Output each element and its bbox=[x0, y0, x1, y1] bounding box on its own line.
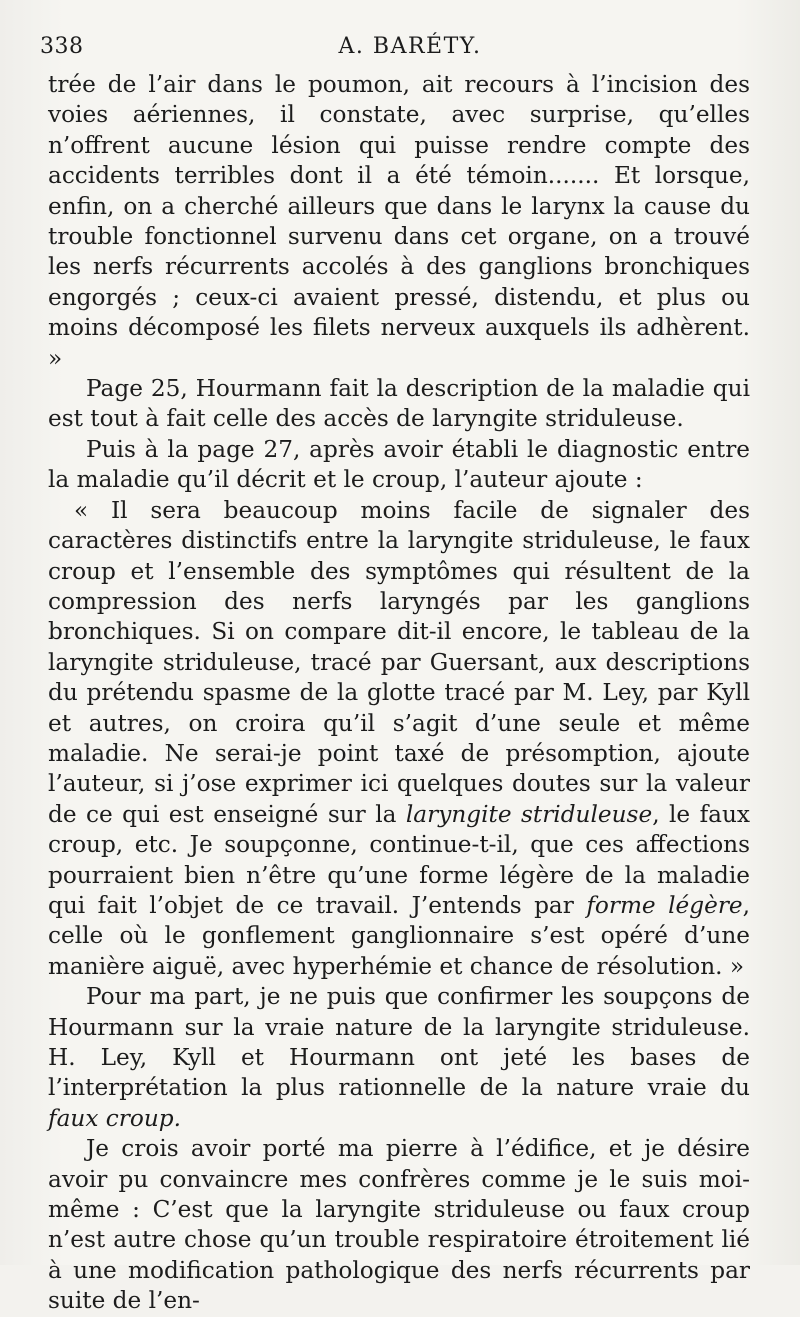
paragraph bbox=[48, 435, 750, 496]
quoted-paragraph bbox=[48, 496, 750, 983]
text-segment: Je crois avoir porté ma pierre à l’édifice, et je désire avoir pu convaincre mes confrères comme je le suis moi-même : C’est que la laryngite striduleuse ou faux croup n’est autre chose qu’un trouble respiratoire étroitement lié à une modification pathologique des nerfs récurrents par suite de l’en- bbox=[48, 1135, 750, 1315]
running-title: A. BARÉTY. bbox=[338, 34, 482, 59]
paragraph bbox=[48, 1134, 750, 1316]
text-segment: , celle où le gonflement ganglionnaire s’est opéré d’une manière aiguë, avec hyperhémie et chance de résolution. » bbox=[48, 891, 750, 980]
italic-term: forme légère bbox=[586, 891, 743, 919]
italic-term: faux croup. bbox=[48, 1104, 181, 1132]
page-number: 338 bbox=[40, 34, 84, 59]
text-segment: Page 25, Hourmann fait la description de la maladie qui est tout à fait celle des accès de laryngite striduleuse. bbox=[48, 375, 750, 433]
text-segment: , le faux croup, etc. Je soupçonne, continue-t-il, que ces affections pourraient bien n’être qu’une forme légère de la maladie qui fait l’objet de ce travail. J’entends par bbox=[48, 800, 751, 919]
paragraph bbox=[48, 374, 750, 435]
text-segment: Pour ma part, je ne puis que confirmer les soupçons de Hourmann sur la vraie nature de la laryngite striduleuse. H. Ley, Kyll et Hourmann ont jeté les bases de l’interprétation la plus rationnelle de la nature vraie du bbox=[48, 983, 750, 1102]
running-header bbox=[40, 30, 780, 60]
body-text bbox=[48, 70, 750, 1317]
paragraph bbox=[48, 70, 750, 374]
paragraph bbox=[48, 982, 750, 1134]
text-segment: « Il sera beaucoup moins facile de signaler des caractères distinctifs entre la laryngite striduleuse, le faux croup et l’ensemble des symptômes qui résultent de la compression des nerfs laryngés par les ganglions bronchiques. Si on compare dit-il encore, le tableau de la laryngite striduleuse, tracé par Guersant, aux descriptions du prétendu spasme de la glotte tracé par M. Ley, par Kyll et autres, on croira qu’il s’agit d’une seule et même maladie. Ne serai-je point taxé de présomption, ajoute l’auteur, si j’ose exprimer ici quelques doutes sur la valeur de ce qui est enseigné sur la bbox=[48, 496, 750, 828]
text-segment: Puis à la page 27, après avoir établi le diagnostic entre la maladie qu’il décrit et le croup, l’auteur ajoute : bbox=[48, 435, 750, 494]
text-segment: trée de l’air dans le poumon, ait recours à l’incision des voies aériennes, il constate, avec surprise, qu’elles n’offrent aucune lésion qui puisse rendre compte des accidents terribles dont il a été témoin....... Et lorsque, enfin, on a cherché ailleurs que dans le larynx la cause du trouble fonctionnel survenu dans cet organe, on a trouvé les nerfs récurrents accolés à des ganglions bronchiques engorgés ; ceux-ci avaient pressé, distendu, et plus ou moins décomposé les filets nerveux auxquels ils adhèrent. » bbox=[48, 71, 750, 372]
italic-term: laryngite striduleuse bbox=[405, 800, 653, 828]
